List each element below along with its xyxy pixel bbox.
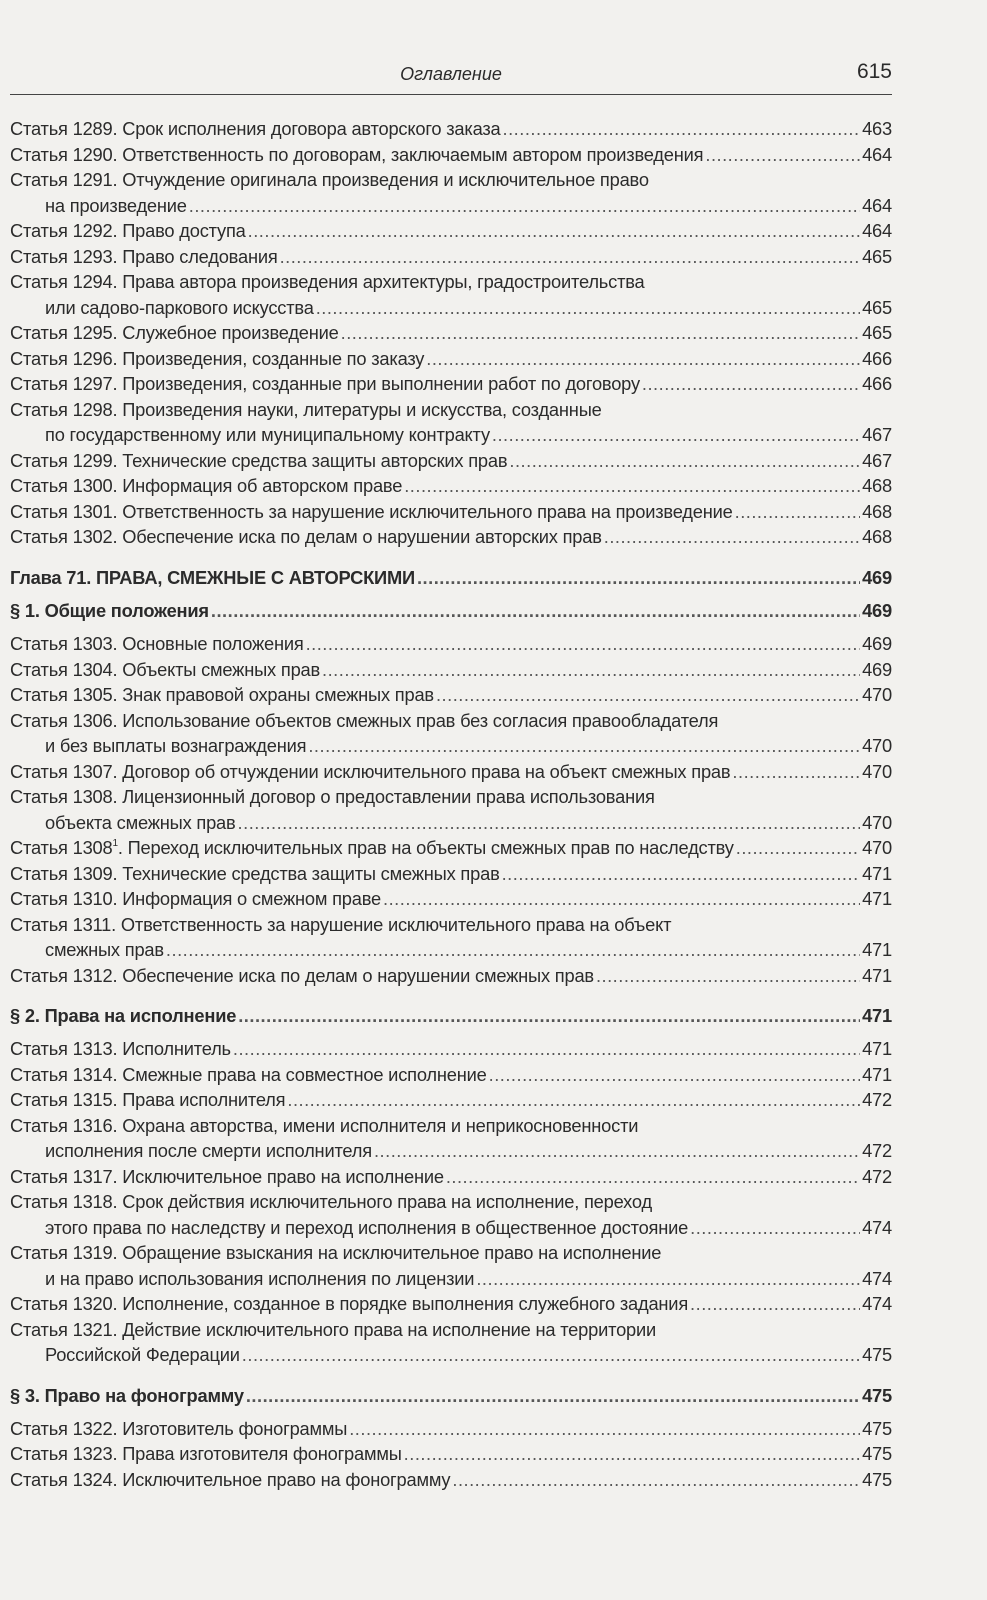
entry-label	[10, 144, 703, 166]
entry-title: Статья 1308	[10, 837, 113, 858]
dot-leader	[604, 526, 860, 548]
toc-continuation-line	[10, 1217, 892, 1243]
dot-leader	[426, 348, 860, 370]
toc-continuation-line	[10, 1140, 892, 1166]
toc-line	[10, 1293, 892, 1319]
entry-title: § 1. Общие положения	[10, 600, 209, 621]
toc-article	[10, 271, 892, 322]
entry-page-number: 472	[862, 1165, 892, 1187]
entry-continuation: объекта смежных прав	[45, 811, 236, 833]
entry-label	[10, 475, 402, 497]
toc-article	[10, 501, 892, 527]
dot-leader	[489, 1064, 860, 1086]
toc-article	[10, 1418, 892, 1444]
entry-page-number: 467	[862, 449, 892, 471]
toc-line	[10, 322, 892, 348]
superscript-index: 1	[112, 838, 118, 849]
toc-article	[10, 399, 892, 450]
toc-article	[10, 1115, 892, 1166]
entry-page-number: 472	[862, 1140, 892, 1161]
entry-continuation: этого права по наследству и переход исполнения в общественное достояние	[45, 1216, 689, 1238]
entry-page-number: 471	[862, 1063, 892, 1085]
toc-continuation-line	[10, 1268, 892, 1294]
toc-continuation-line	[10, 195, 892, 221]
entry-title: Статья 1303. Основные положения	[10, 633, 304, 654]
toc-line	[10, 863, 892, 889]
toc-line	[10, 1469, 892, 1495]
toc-line	[10, 1166, 892, 1192]
entry-title: Статья 1321. Действие исключительного права на исполнение на территории	[10, 1318, 657, 1340]
entry-page-number: 475	[862, 1443, 892, 1464]
dot-leader	[238, 812, 861, 834]
toc-line	[10, 1443, 892, 1469]
entry-title: Статья 1302. Обеспечение иска по делам о нарушении авторских прав	[10, 526, 602, 547]
entry-label	[10, 1089, 285, 1111]
dot-leader	[690, 1217, 860, 1239]
entry-continuation: смежных прав	[45, 939, 164, 960]
toc-continuation-line	[10, 735, 892, 761]
dot-leader	[322, 659, 860, 681]
dot-leader	[404, 1443, 860, 1465]
dot-leader	[404, 475, 860, 497]
entry-title: Статья 1317. Исключительное право на исполнение	[10, 1165, 444, 1187]
toc-line	[10, 1242, 892, 1268]
toc-line	[10, 450, 892, 476]
toc-line	[10, 914, 892, 940]
toc-article	[10, 118, 892, 144]
entry-title: Глава 71. ПРАВА, СМЕЖНЫЕ С АВТОРСКИМИ	[10, 566, 415, 588]
entry-label	[10, 888, 381, 910]
toc-line	[10, 659, 892, 685]
entry-label	[10, 837, 734, 859]
entry-page-number: 469	[862, 658, 892, 680]
entry-page-number: 465	[862, 296, 892, 318]
toc-line	[10, 600, 892, 626]
entry-title: Статья 1324. Исключительное право на фонограмму	[10, 1468, 451, 1490]
entry-page-number: 467	[862, 424, 892, 445]
dot-leader	[280, 246, 861, 268]
entry-label	[10, 501, 733, 523]
dot-leader	[452, 1469, 860, 1491]
toc-line	[10, 710, 892, 736]
toc-article	[10, 684, 892, 710]
toc-article	[10, 322, 892, 348]
entry-page-number: 471	[862, 888, 892, 909]
entry-page-number: 471	[862, 964, 892, 986]
entry-title: Статья 1291. Отчуждение оригинала произведения и исключительное право	[10, 169, 649, 190]
entry-title: Статья 1305. Знак правовой охраны смежных прав	[10, 684, 434, 705]
entry-page-number: 468	[862, 526, 892, 547]
toc-line	[10, 501, 892, 527]
entry-continuation: или садово-паркового искусства	[45, 296, 314, 318]
entry-page-number: 475	[862, 1384, 892, 1406]
entry-label	[10, 373, 640, 395]
toc-chapter	[10, 567, 892, 593]
dot-leader	[306, 633, 861, 655]
entry-page-number: 464	[862, 143, 892, 165]
entry-page-number: 474	[862, 1293, 892, 1314]
toc-article	[10, 1166, 892, 1192]
toc-line	[10, 761, 892, 787]
entry-title: § 3. Право на фонограмму	[10, 1384, 244, 1406]
toc-article	[10, 1242, 892, 1293]
entry-page-number: 470	[862, 760, 892, 782]
entry-page-number: 463	[862, 118, 892, 139]
toc-section	[10, 1385, 892, 1411]
entry-label	[10, 1443, 402, 1465]
dot-leader	[242, 1344, 860, 1366]
entry-title: Статья 1298. Произведения науки, литературы и искусства, созданные	[10, 398, 602, 420]
entry-label	[10, 1005, 236, 1027]
toc-line	[10, 399, 892, 425]
entry-label	[10, 684, 434, 706]
dot-leader	[732, 761, 860, 783]
entry-label	[10, 761, 730, 783]
entry-page-number: 471	[862, 862, 892, 884]
entry-title: Статья 1311. Ответственность за нарушение исключительного права на объект	[10, 913, 672, 935]
toc-line	[10, 786, 892, 812]
entry-title: Статья 1322. Изготовитель фонограммы	[10, 1417, 348, 1439]
entry-title: Статья 1310. Информация о смежном праве	[10, 888, 382, 909]
running-header	[10, 58, 892, 95]
entry-page-number: 470	[862, 735, 892, 756]
entry-label	[10, 786, 655, 808]
entry-title: Статья 1295. Служебное произведение	[10, 322, 339, 343]
entry-title: Статья 1296. Произведения, созданные по заказу	[10, 347, 425, 369]
entry-label	[10, 399, 602, 421]
toc-article	[10, 220, 892, 246]
entry-label	[10, 246, 278, 268]
entry-continuation: на произведение	[45, 194, 187, 216]
dot-leader	[349, 1418, 860, 1440]
entry-title: Статья 1320. Исполнение, созданное в порядке выполнения служебного задания	[10, 1293, 689, 1314]
entry-label	[10, 322, 339, 344]
dot-leader	[705, 144, 860, 166]
entry-page-number: 469	[862, 633, 892, 654]
entry-label	[10, 1064, 487, 1086]
entry-page-number: 470	[862, 811, 892, 833]
entry-label	[10, 1038, 231, 1060]
entry-title: Статья 1319. Обращение взыскания на исключительное право на исполнение	[10, 1242, 662, 1263]
dot-leader	[596, 965, 860, 987]
toc-line	[10, 118, 892, 144]
entry-title: Статья 1313. Исполнитель	[10, 1038, 231, 1059]
table-of-contents	[10, 118, 892, 1494]
entry-page-number: 471	[862, 939, 892, 960]
toc-line	[10, 1005, 892, 1031]
entry-continuation: по государственному или муниципальному контракту	[45, 424, 490, 445]
toc-line	[10, 475, 892, 501]
toc-article	[10, 450, 892, 476]
toc-article	[10, 710, 892, 761]
entry-page-number: 468	[862, 475, 892, 496]
entry-label	[10, 1115, 638, 1137]
entry-title: Статья 1309. Технические средства защиты смежных прав	[10, 862, 500, 884]
entry-page-number: 475	[862, 1468, 892, 1490]
entry-page-number: 474	[862, 1267, 892, 1289]
toc-line	[10, 965, 892, 991]
toc-line	[10, 169, 892, 195]
entry-continuation: исполнения после смерти исполнителя	[45, 1140, 372, 1161]
toc-line	[10, 837, 892, 863]
entry-page-number: 466	[862, 373, 892, 394]
entry-title: Статья 1308. Лицензионный договор о предоставлении права использования	[10, 786, 655, 807]
entry-label	[10, 1319, 656, 1341]
dot-leader	[374, 1140, 860, 1162]
entry-page-number: 464	[862, 194, 892, 216]
dot-leader	[233, 1038, 860, 1060]
dot-leader	[735, 501, 860, 523]
dot-leader	[287, 1089, 860, 1111]
entry-label	[10, 348, 424, 370]
dot-leader	[417, 567, 860, 589]
toc-line	[10, 144, 892, 170]
toc-line	[10, 348, 892, 374]
toc-line	[10, 220, 892, 246]
toc-article	[10, 888, 892, 914]
entry-label	[10, 1293, 688, 1315]
entry-label	[10, 863, 500, 885]
toc-article	[10, 633, 892, 659]
entry-title: Статья 1294. Права автора произведения архитектуры, градостроительства	[10, 271, 645, 292]
toc-article	[10, 659, 892, 685]
entry-label	[10, 1469, 450, 1491]
dot-leader	[446, 1166, 860, 1188]
entry-title: Статья 1300. Информация об авторском праве	[10, 475, 403, 496]
toc-article	[10, 1469, 892, 1495]
toc-article	[10, 246, 892, 272]
entry-label	[10, 914, 671, 936]
toc-continuation-line	[10, 424, 892, 450]
entry-title: Статья 1293. Право следования	[10, 245, 278, 267]
dot-leader	[690, 1293, 860, 1315]
entry-label	[10, 710, 718, 732]
toc-line	[10, 1089, 892, 1115]
toc-line	[10, 633, 892, 659]
toc-article	[10, 914, 892, 965]
entry-label	[10, 526, 602, 548]
entry-continuation: Российской Федерации	[45, 1344, 240, 1365]
toc-section	[10, 600, 892, 626]
entry-label	[10, 1242, 661, 1264]
toc-article	[10, 837, 892, 863]
dot-leader	[246, 1385, 860, 1407]
toc-line	[10, 271, 892, 297]
toc-line	[10, 373, 892, 399]
entry-title: Статья 1301. Ответственность за нарушение исключительного права на произведение	[10, 500, 733, 522]
toc-article	[10, 761, 892, 787]
entry-label	[10, 1166, 444, 1188]
toc-continuation-line	[10, 812, 892, 838]
entry-page-number: 470	[862, 684, 892, 705]
entry-label	[10, 600, 209, 622]
entry-page-number: 464	[862, 220, 892, 241]
dot-leader	[509, 450, 860, 472]
entry-label	[10, 118, 501, 140]
running-title: Оглавление	[400, 64, 502, 84]
entry-title: Статья 1299. Технические средства защиты авторских прав	[10, 449, 508, 471]
entry-title: Статья 1289. Срок исполнения договора авторского заказа	[10, 118, 501, 139]
entry-label	[10, 659, 320, 681]
entry-title: Статья 1312. Обеспечение иска по делам о нарушении смежных прав	[10, 964, 594, 986]
toc-line	[10, 684, 892, 710]
toc-line	[10, 1064, 892, 1090]
toc-article	[10, 786, 892, 837]
dot-leader	[642, 373, 860, 395]
entry-label	[10, 1191, 652, 1213]
dot-leader	[189, 195, 860, 217]
dot-leader	[503, 118, 861, 140]
entry-label	[10, 271, 645, 293]
toc-article	[10, 1064, 892, 1090]
entry-label	[10, 567, 415, 589]
entry-label	[10, 633, 304, 655]
toc-article	[10, 1038, 892, 1064]
toc-line	[10, 1319, 892, 1345]
entry-page-number: 475	[862, 1344, 892, 1365]
dot-leader	[211, 600, 860, 622]
entry-page-number: 471	[862, 1005, 892, 1026]
toc-line	[10, 1038, 892, 1064]
toc-section	[10, 1005, 892, 1031]
entry-page-number: 472	[862, 1089, 892, 1110]
entry-page-number: 469	[862, 600, 892, 621]
entry-title: Статья 1297. Произведения, созданные при выполнении работ по договору	[10, 373, 640, 394]
entry-continuation: и на право использования исполнения по лицензии	[45, 1267, 475, 1289]
entry-page-number: 465	[862, 322, 892, 343]
dot-leader	[476, 1268, 860, 1290]
toc-article	[10, 144, 892, 170]
entry-title: Статья 1304. Объекты смежных прав	[10, 658, 321, 680]
dot-leader	[436, 684, 860, 706]
entry-page-number: 471	[862, 1038, 892, 1059]
toc-article	[10, 169, 892, 220]
entry-title: Статья 1323. Права изготовителя фонограммы	[10, 1443, 402, 1464]
entry-label	[10, 1418, 347, 1440]
toc-line	[10, 1385, 892, 1411]
toc-line	[10, 1418, 892, 1444]
entry-label	[10, 450, 507, 472]
toc-article	[10, 1191, 892, 1242]
toc-article	[10, 348, 892, 374]
toc-article	[10, 1319, 892, 1370]
toc-article	[10, 965, 892, 991]
dot-leader	[736, 837, 860, 859]
entry-label	[10, 169, 649, 191]
entry-page-number: 466	[862, 347, 892, 369]
dot-leader	[166, 939, 860, 961]
entry-title: Статья 1318. Срок действия исключительного права на исполнение, переход	[10, 1191, 652, 1212]
dot-leader	[308, 735, 860, 757]
entry-continuation: и без выплаты вознаграждения	[45, 735, 307, 756]
toc-continuation-line	[10, 297, 892, 323]
toc-line	[10, 246, 892, 272]
entry-title: Статья 1292. Право доступа	[10, 220, 246, 241]
page-number: 615	[856, 60, 892, 83]
entry-page-number: 474	[862, 1216, 892, 1238]
entry-title-rest: . Переход исключительных прав на объекты смежных прав по наследству	[117, 837, 734, 858]
toc-article	[10, 1293, 892, 1319]
dot-leader	[383, 888, 860, 910]
toc-article	[10, 1443, 892, 1469]
entry-title: Статья 1306. Использование объектов смежных прав без согласия правообладателя	[10, 709, 719, 731]
toc-line	[10, 1115, 892, 1141]
entry-title: Статья 1290. Ответственность по договорам, заключаемым автором произведения	[10, 143, 704, 165]
entry-page-number: 468	[862, 500, 892, 522]
entry-title: Статья 1307. Договор об отчуждении исключительного права на объект смежных прав	[10, 760, 731, 782]
dot-leader	[502, 863, 861, 885]
toc-line	[10, 567, 892, 593]
toc-continuation-line	[10, 939, 892, 965]
entry-title: Статья 1316. Охрана авторства, имени исполнителя и неприкосновенности	[10, 1114, 639, 1136]
entry-page-number: 469	[862, 566, 892, 588]
entry-label	[10, 1385, 244, 1407]
dot-leader	[341, 322, 860, 344]
toc-line	[10, 1191, 892, 1217]
entry-title: Статья 1315. Права исполнителя	[10, 1089, 286, 1110]
toc-article	[10, 373, 892, 399]
toc-line	[10, 526, 892, 552]
entry-label	[10, 965, 594, 987]
entry-title: Статья 1314. Смежные права на совместное исполнение	[10, 1063, 487, 1085]
entry-label	[10, 220, 246, 242]
dot-leader	[238, 1005, 860, 1027]
entry-page-number: 470	[862, 837, 892, 858]
dot-leader	[492, 424, 860, 446]
entry-page-number: 475	[862, 1417, 892, 1439]
toc-article	[10, 475, 892, 501]
entry-title: § 2. Права на исполнение	[10, 1005, 237, 1026]
toc-line	[10, 888, 892, 914]
dot-leader	[316, 297, 860, 319]
toc-article	[10, 1089, 892, 1115]
toc-article	[10, 526, 892, 552]
entry-page-number: 465	[862, 245, 892, 267]
toc-continuation-line	[10, 1344, 892, 1370]
toc-article	[10, 863, 892, 889]
dot-leader	[248, 220, 860, 242]
